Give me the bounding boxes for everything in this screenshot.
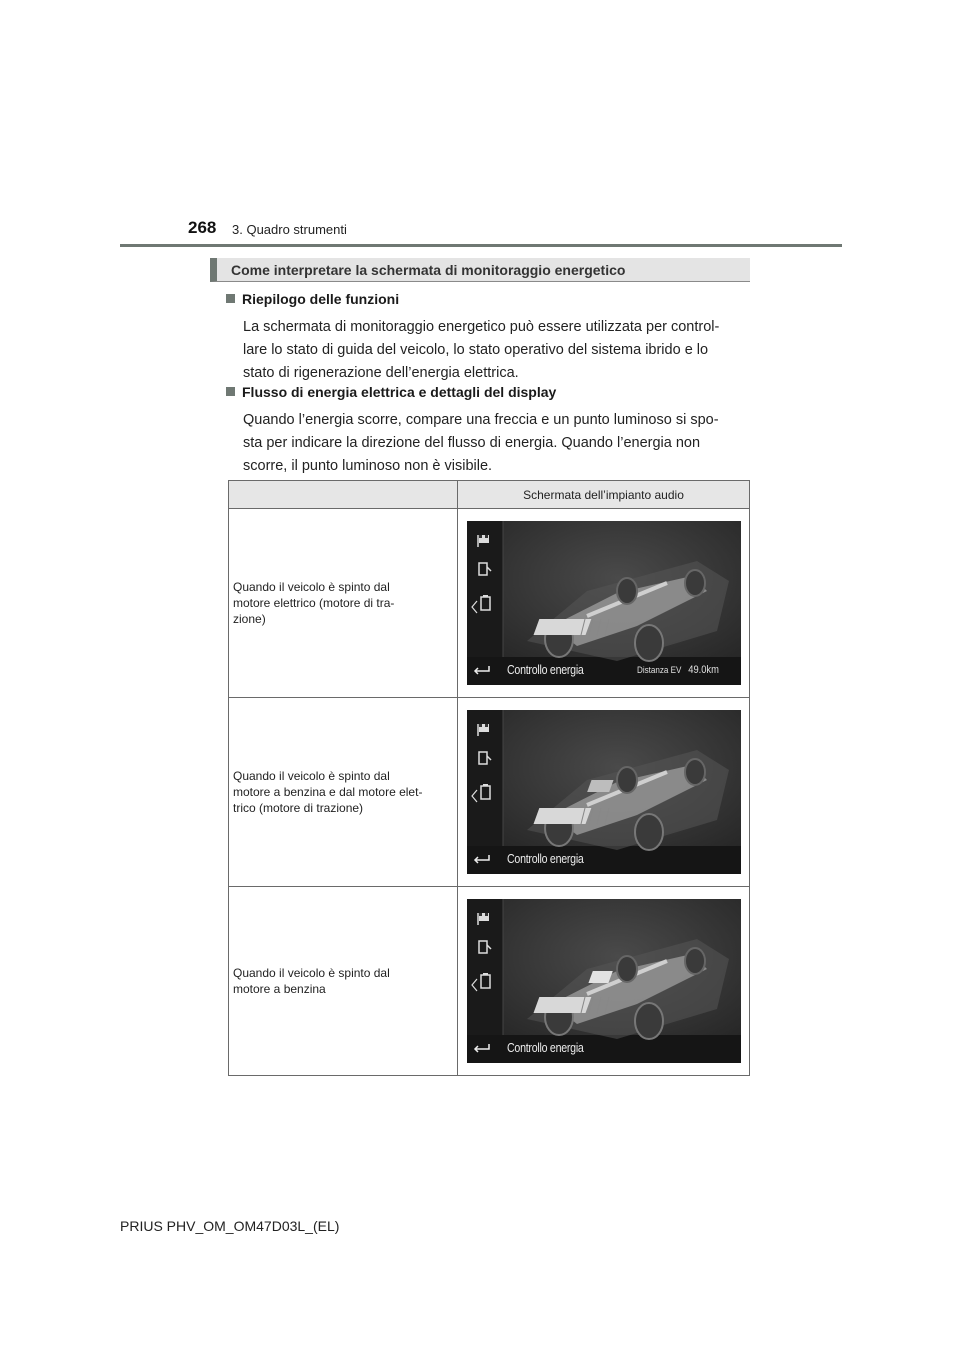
section-bar xyxy=(210,258,750,282)
car-illustration xyxy=(467,710,741,874)
section-title: Come interpretare la schermata di monitoraggio energetico xyxy=(231,262,626,278)
energy-monitor-screen xyxy=(467,899,741,1063)
row-description: Quando il veicolo è spinto dal motore a benzina xyxy=(229,887,458,1076)
page-number: 268 xyxy=(188,218,217,237)
row-screen-cell xyxy=(458,698,750,887)
subheading-summary: Riepilogo delle funzioni xyxy=(226,291,399,307)
energy-monitor-screen xyxy=(467,521,741,685)
ev-distance: Distanza EV 49.0km xyxy=(636,664,719,676)
screen-title: Controllo energia xyxy=(506,852,584,866)
car-illustration xyxy=(467,521,741,685)
table-row xyxy=(229,887,750,1076)
table-row xyxy=(229,509,750,698)
paragraph-summary: La schermata di monitoraggio energetico può essere utilizzata per control- lare lo stato di guida del veicolo, lo stato operativo del sistema ibrido e lo stato di rigenerazione dell’energia elettrica. xyxy=(243,319,720,381)
row-description: Quando il veicolo è spinto dal motore elettrico (motore di tra- zione) xyxy=(229,509,458,698)
table-header-audio-screen: Schermata dell’impianto audio xyxy=(458,481,750,509)
row-description: Quando il veicolo è spinto dal motore a benzina e dal motore elet- trico (motore di trazione) xyxy=(229,698,458,887)
paragraph-energy-flow: Quando l’energia scorre, compare una freccia e un punto luminoso si spo- sta per indicare la direzione del flusso di energia. Quando l’energia non scorre, il punto luminoso non è visibile. xyxy=(243,412,719,474)
screen-title: Controllo energia xyxy=(506,663,584,677)
square-bullet-icon xyxy=(226,294,235,303)
document-code: PRIUS PHV_OM_OM47D03L_(EL) xyxy=(120,1218,340,1234)
screen-title: Controllo energia xyxy=(506,1041,584,1055)
car-illustration xyxy=(467,899,741,1063)
table-header-row xyxy=(229,481,750,509)
energy-monitor-table xyxy=(228,480,750,1076)
chapter-title: 3. Quadro strumenti xyxy=(232,222,347,237)
energy-monitor-screen xyxy=(467,710,741,874)
table-row xyxy=(229,698,750,887)
row-screen-cell xyxy=(458,887,750,1076)
square-bullet-icon xyxy=(226,387,235,396)
subheading-energy-flow: Flusso di energia elettrica e dettagli del display xyxy=(226,384,556,400)
row-screen-cell xyxy=(458,509,750,698)
table-header-empty xyxy=(229,481,458,509)
header-rule xyxy=(120,244,842,247)
